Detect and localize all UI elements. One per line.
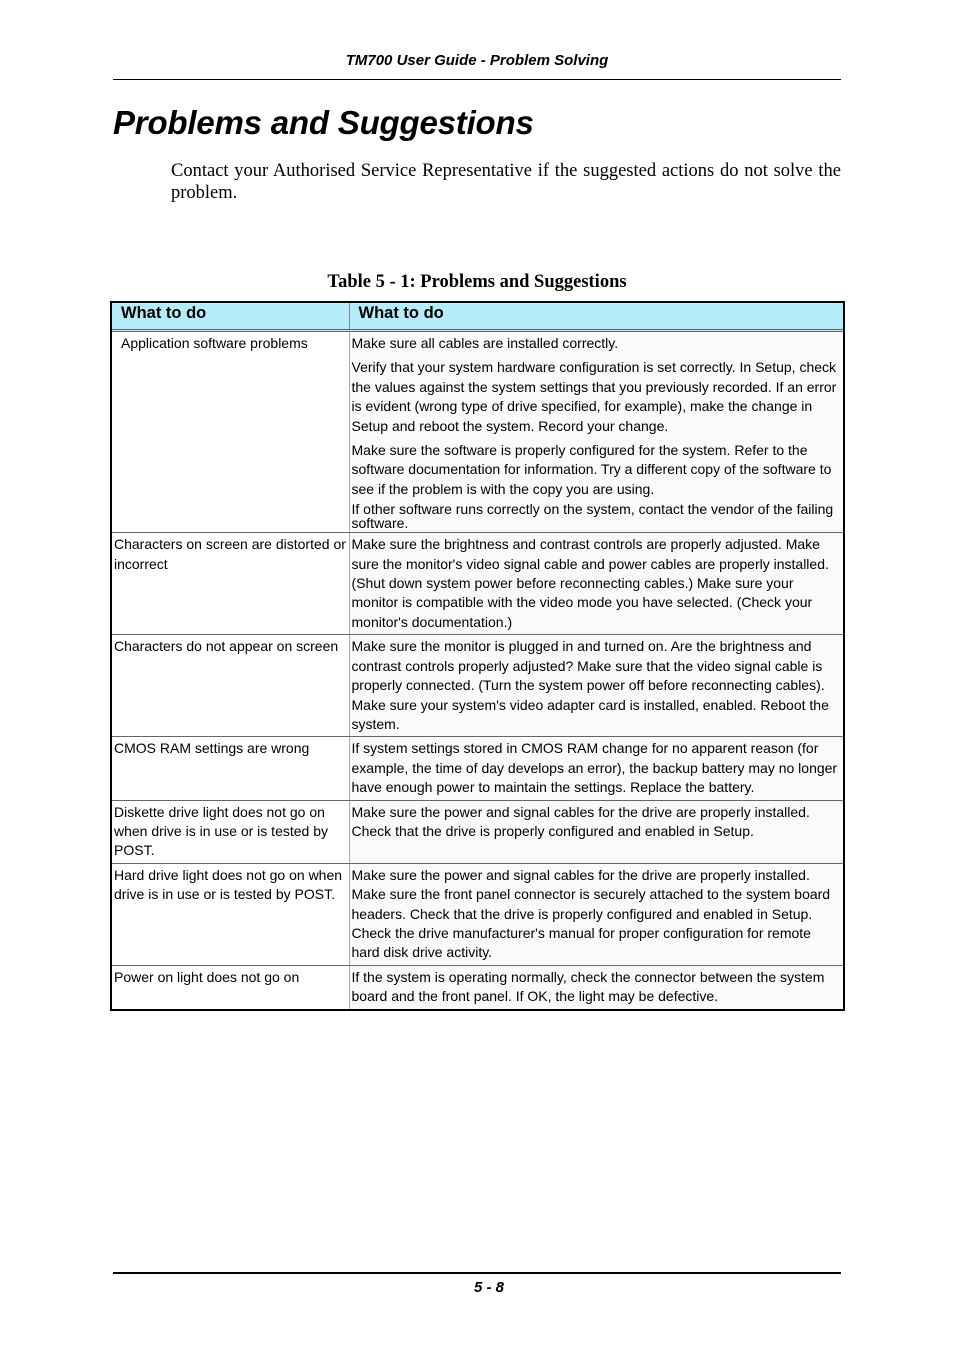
table-row (112, 533, 843, 635)
suggestion-text: Make sure the monitor is plugged in and turned on. Are the brightness and contrast controls properly adjusted? Make sure that the video signal cable is properly connected. (Turn the system power off before reconnecting cables). Make sure your system's video adapter card is installed, enabled. Reboot the system. (351, 638, 829, 732)
table-header-row (112, 303, 843, 331)
running-header: TM700 User Guide - Problem Solving (345, 52, 609, 69)
problem-cell: Power on light does not go on (112, 965, 349, 1008)
suggestion-text: Make sure the power and signal cables for the drive are properly installed. Make sure the front panel connector is securely attached to the system board headers. Check that the drive is properly configured and enabled in Setup. Check the drive manufacturer's manual for proper configuration for remote hard disk drive activity. (351, 866, 831, 961)
table-row (112, 800, 843, 863)
column-header-suggestion: What to do (349, 303, 843, 331)
table-row (112, 965, 843, 1008)
header-divider (113, 79, 841, 80)
problem-cell: Hard drive light does not go on when drive is in use or is tested by POST. (112, 863, 349, 965)
suggestion-text: Make sure the software is properly configured for the system. Refer to the software documentation for information. Try a different copy of the software to see if the problem is with the copy you are using. (351, 442, 832, 497)
page-number: 5 - 8 (473, 1279, 504, 1296)
problem-cell: Application software problems (112, 331, 349, 533)
problem-cell: Characters on screen are distorted or incorrect (112, 533, 349, 635)
suggestion-cell (349, 800, 843, 863)
suggestion-text: If system settings stored in CMOS RAM change for no apparent reason (for example, the time of day develops an error), the backup battery may no longer have enough power to maintain the settings. Replace the battery. (351, 740, 838, 796)
problem-cell: Characters do not appear on screen (112, 635, 349, 737)
table-row (112, 331, 843, 533)
column-header-problem: What to do (112, 303, 349, 331)
problem-cell: CMOS RAM settings are wrong (112, 737, 349, 800)
suggestion-cell (349, 965, 843, 1008)
page-title: Problems and Suggestions (113, 104, 534, 141)
suggestion-cell (349, 635, 843, 737)
intro-paragraph: Contact your Authorised Service Representative if the suggested actions do not solve the problem. (171, 161, 841, 203)
suggestion-cell (349, 533, 843, 635)
suggestion-cell (349, 331, 843, 533)
suggestion-text: If other software runs correctly on the system, contact the vendor of the failing software. (351, 501, 834, 532)
table-caption: Table 5 - 1: Problems and Suggestions (327, 272, 627, 292)
table-row (112, 863, 843, 965)
problems-table (110, 301, 845, 1011)
suggestion-cell (349, 737, 843, 800)
suggestion-text: Verify that your system hardware configuration is set correctly. In Setup, check the values against the system settings that you previously recorded. If an error is evident (wrong type of drive specified, for example), make the change in Setup and reboot the system. Record your change. (351, 359, 837, 434)
suggestion-text: If the system is operating normally, check the connector between the system board and the front panel. If OK, the light may be defective. (351, 968, 825, 1005)
suggestion-text: Make sure the brightness and contrast controls are properly adjusted. Make sure the monitor's video signal cable and power cables are properly installed. (Shut down system power before reconnecting cables.) Make sure your monitor is compatible with the video mode you have selected. (Check your monitor's documentation.) (351, 536, 829, 630)
suggestion-text: Make sure the power and signal cables for the drive are properly installed. Check that the drive is properly configured and enabled in Setup. (351, 803, 810, 839)
problem-cell: Diskette drive light does not go on when drive is in use or is tested by POST. (112, 800, 349, 863)
suggestion-cell (349, 863, 843, 965)
footer-divider (113, 1272, 841, 1274)
table-row (112, 737, 843, 800)
suggestion-text: Make sure all cables are installed correctly. (351, 335, 619, 351)
table-row (112, 635, 843, 737)
